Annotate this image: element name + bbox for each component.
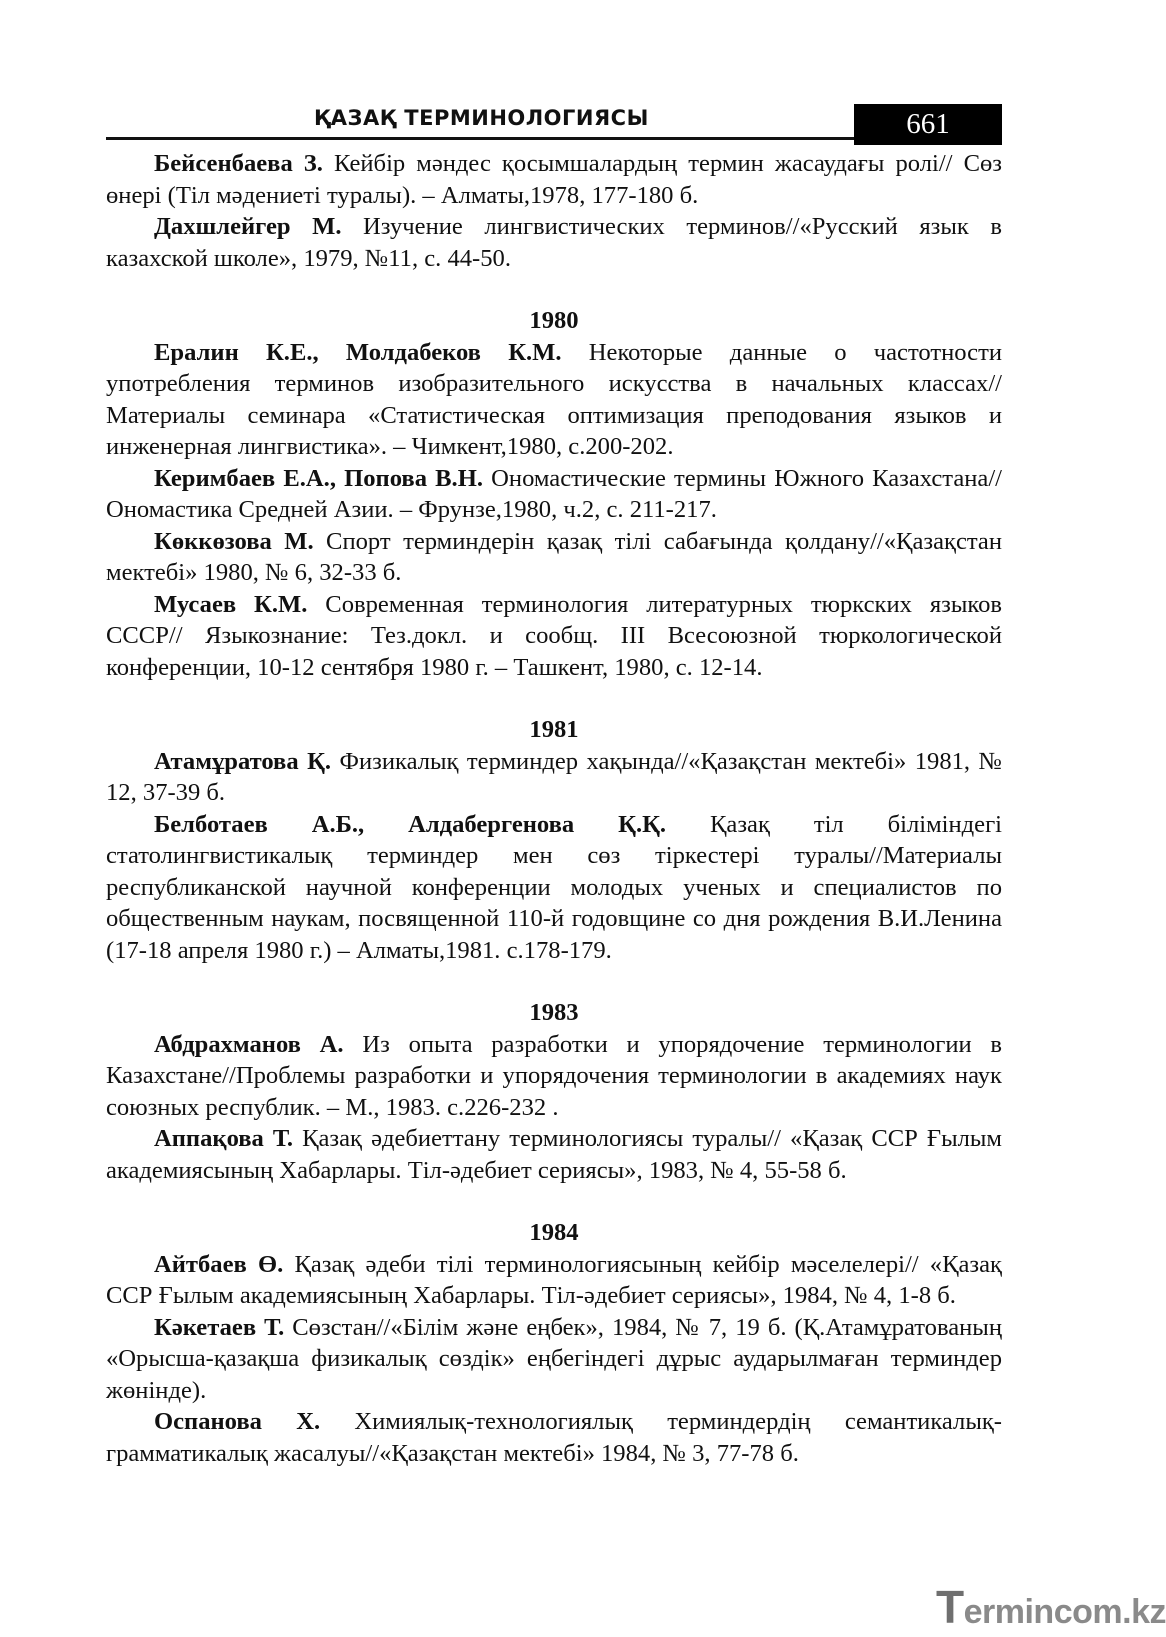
year-heading: 1983 bbox=[529, 999, 579, 1026]
entry-text: Қазақ әдеби тілі терминологиясының кейбір мәселелері// «Қазақ ССР Ғылым академиясының Хабарлары. Тіл-әдебиет сериясы», 1984, № 4, 1-8 б. bbox=[106, 1250, 1003, 1309]
bibliography bbox=[106, 148, 1002, 1469]
bibliography-entry bbox=[106, 1406, 1002, 1469]
entry-author: Абдрахманов А. bbox=[154, 1030, 344, 1058]
entry-author: Айтбаев Ө. bbox=[154, 1250, 284, 1278]
watermark-part-1: erminc bbox=[963, 1593, 1073, 1631]
entry-text: Некоторые данные о частотности употребления терминов изобразительного искусства в начальных классах// Материалы семинара «Статистическая оптимизация преподования языков и инженерная лингвистика». – Чимкент,1980, с.200-202. bbox=[106, 338, 1002, 460]
entry-text: Кейбір мәндес қосымшалардың термин жасаудағы ролі// Сөз өнері (Тіл мәдениеті туралы). – Алматы,1978, 177-180 б. bbox=[106, 150, 1003, 209]
entry-author: Ералин К.Е., Молдабеков К.М. bbox=[154, 338, 562, 366]
entry-text: Спорт терминдерін қазақ тілі сабағында қолдану//«Қазақстан мектебі» 1980, № 6, 32-33 б. bbox=[106, 527, 1003, 586]
watermark-initial: T bbox=[936, 1581, 964, 1633]
entry-text: Физикалық терминдер хақында//«Қазақстан мектебі» 1981, № 12, 37-39 б. bbox=[106, 747, 1003, 806]
entry-author: Белботаев А.Б., Алдабергенова Қ.Қ. bbox=[154, 810, 667, 838]
entry-author: Оспанова Х. bbox=[154, 1408, 321, 1435]
running-title: ҚАЗАҚ ТЕРМИНОЛОГИЯСЫ bbox=[314, 106, 649, 130]
watermark-o: o bbox=[1072, 1593, 1093, 1631]
entry-text: Ономастические термины Южного Казахстана//Ономастика Средней Азии. – Фрунзе,1980, ч.2, с. 211-217. bbox=[106, 464, 1002, 523]
page-number: 661 bbox=[854, 104, 1002, 145]
entry-author: Дахшлейгер М. bbox=[154, 213, 342, 240]
bibliography-entry bbox=[106, 1123, 1002, 1186]
bibliography-entry bbox=[106, 211, 1002, 274]
entry-author: Бейсенбаева З. bbox=[154, 150, 323, 177]
entry-text: Из опыта разработки и упорядочение терминологии в Казахстане//Проблемы разработки и упорядочения терминологии в академиях наук союзных республик. – М., 1983. с.226-232 . bbox=[106, 1030, 1002, 1121]
entry-author: Керимбаев Е.А., Попова В.Н. bbox=[154, 464, 483, 492]
site-watermark bbox=[936, 1580, 1166, 1634]
entry-author: Аппақова Т. bbox=[154, 1125, 294, 1152]
bibliography-entry bbox=[106, 589, 1002, 684]
bibliography-entry bbox=[106, 148, 1002, 211]
entry-author: Атамұратова Қ. bbox=[154, 747, 332, 775]
watermark-part-2: m.kz bbox=[1092, 1593, 1166, 1631]
entry-author: Мусаев К.М. bbox=[154, 590, 308, 618]
year-heading: 1980 bbox=[529, 307, 579, 334]
page-header bbox=[106, 104, 1002, 146]
bibliography-entry bbox=[106, 1249, 1002, 1312]
bibliography-entry bbox=[106, 746, 1002, 809]
entry-author: Көккөзова М. bbox=[154, 527, 314, 555]
entry-author: Кәкетаев Т. bbox=[154, 1313, 285, 1341]
bibliography-entry bbox=[106, 1029, 1002, 1124]
entry-text: Қазақ әдебиеттану терминологиясы туралы// «Қазақ ССР Ғылым академиясының Хабарлары. Тіл-әдебиет сериясы», 1983, № 4, 55-58 б. bbox=[106, 1125, 1002, 1184]
entry-text: Современная терминология литературных тюркских языков СССР// Языкознание: Тез.докл. и сообщ. III Всесоюзной тюркологической конференции, 10-12 сентября 1980 г. – Ташкент, 1980, с. 12-14. bbox=[106, 590, 1002, 681]
bibliography-entry bbox=[106, 526, 1002, 589]
entry-text: Сөзстан//«Білім және еңбек», 1984, № 7, 19 б. (Қ.Атамұратованың «Орысша-қазақша физикалық сөздік» еңбегіндегі дұрыс аударылмаған терминдер жөнінде). bbox=[106, 1313, 1002, 1404]
entry-text: Изучение лингвистических терминов//«Русский язык в казахской школе», 1979, №11, с. 44-50. bbox=[106, 213, 1003, 272]
year-heading: 1981 bbox=[529, 716, 579, 743]
bibliography-entry bbox=[106, 463, 1002, 526]
bibliography-entry bbox=[106, 337, 1002, 463]
year-heading: 1984 bbox=[529, 1219, 579, 1246]
bibliography-entry bbox=[106, 809, 1002, 967]
entry-text: Химиялық-технологиялық терминдердің семантикалық-грамматикалық жасалуы//«Қазақстан мектебі» 1984, № 3, 77-78 б. bbox=[106, 1408, 1002, 1467]
entry-text: Қазақ тіл біліміндегі статолингвистикалық терминдер мен сөз тіркестері туралы//Материалы республиканской научной конференции молодых ученых и специалистов по общественным наукам, посвященной 110-й годовщине со дня рождения В.И.Ленина (17-18 апреля 1980 г.) – Алматы,1981. с.178-179. bbox=[106, 810, 1002, 964]
header-rule bbox=[106, 137, 854, 140]
bibliography-entry bbox=[106, 1312, 1002, 1407]
